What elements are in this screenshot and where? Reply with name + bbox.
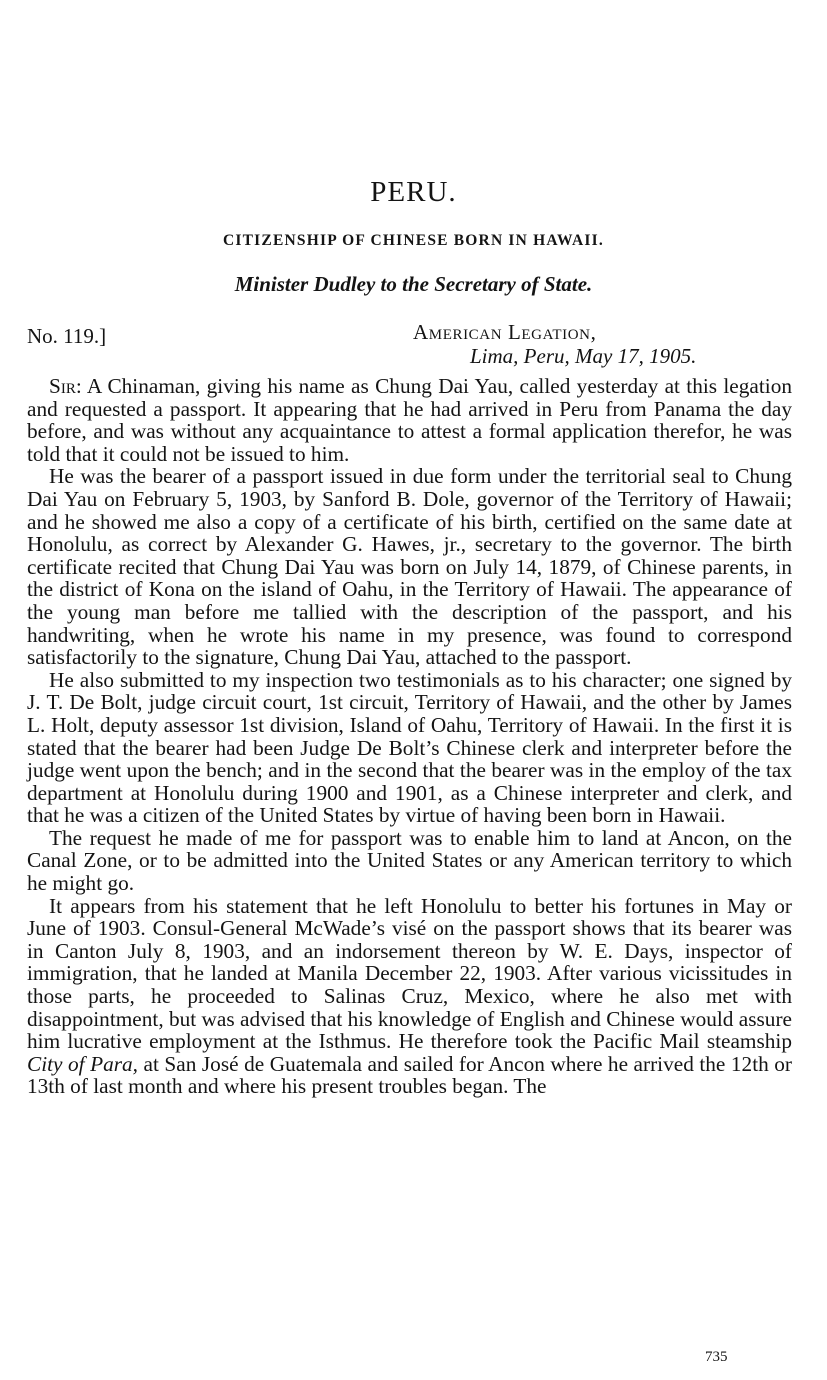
paragraph-1 bbox=[27, 375, 792, 465]
country-heading: PERU. bbox=[370, 176, 457, 208]
paragraph-5-text-a: It appears from his statement that he left Honolulu to better his fortunes in May or June of 1903. Consul-General McWade’s visé on the passport shows that its bearer was in Canton July 8, 1903, and an indorsement thereon by W. E. Days, inspector of immigration, that he landed at Manila December 22, 1903. After various vicissitudes in those parts, he proceeded to Salinas Cruz, Mexico, where he also met with disappointment, but was advised that his knowledge of English and Chinese would assure him lucrative employment at the Isthmus. He therefore took the Pacific Mail steamship bbox=[27, 893, 792, 1054]
paragraph-1-text: A Chinaman, giving his name as Chung Dai Yau, called yesterday at this legation and requested a passport. It appearing that he had arrived in Peru from Panama the day before, and was without any acquaintance to attest a formal application therefor, he was told that it could not be issued to him. bbox=[27, 374, 792, 466]
paragraph-3: He also submitted to my inspection two testimonials as to his character; one signed by J. T. De Bolt, judge circuit court, 1st circuit, Territory of Hawaii, and the other by James L. Holt, deputy assessor 1st division, Island of Oahu, Territory of Hawaii. In the first it is stated that the bearer had been Judge De Bolt’s Chinese clerk and interpreter before the judge went upon the bench; and in the second that the bearer was in the employ of the tax department at Honolulu during 1900 and 1901, as a Chinese interpreter and clerk, and that he was a citizen of the United States by virtue of having been born in Hawaii. bbox=[27, 667, 792, 828]
place-date: Lima, Peru, May 17, 1905. bbox=[470, 344, 697, 368]
correspondents-line: Minister Dudley to the Secretary of State. bbox=[234, 272, 593, 296]
legation-name: American Legation, bbox=[413, 320, 597, 344]
ship-name: City of Para, bbox=[27, 1051, 139, 1076]
paragraph-5-text-b: at San José de Guatemala and sailed for Ancon where he arrived the 12th or 13th of last month and where his present troubles began. The bbox=[27, 1051, 793, 1099]
paragraph-4: The request he made of me for passport was to enable him to land at Ancon, on the Canal Zone, or to be admitted into the United States or any American territory to which he might go. bbox=[27, 825, 792, 896]
paragraph-5 bbox=[27, 895, 792, 1098]
salutation: Sir: bbox=[49, 374, 82, 398]
subject-heading: CITIZENSHIP OF CHINESE BORN IN HAWAII. bbox=[223, 232, 604, 249]
page-number: 735 bbox=[705, 1349, 728, 1365]
paragraph-2: He was the bearer of a passport issued in due form under the territorial seal to Chung Dai Yau on February 5, 1903, by Sanford B. Dole, governor of the Territory of Hawaii; and he showed me also a copy of a certificate of his birth, certified on the same date at Honolulu, as correct by Alexander G. Hawes, jr., secretary to the governor. The birth certificate recited that Chung Dai Yau was born on July 14, 1879, of Chinese parents, in the district of Kona on the island of Oahu, in the Territory of Hawaii. The appearance of the young man before me tallied with the description of the passport, and his handwriting, when he wrote his name in my presence, was found to correspond satisfactorily to the signature, Chung Dai Yau, attached to the passport. bbox=[27, 464, 792, 670]
dispatch-number: No. 119.] bbox=[27, 324, 107, 348]
letter-body bbox=[27, 375, 792, 1098]
